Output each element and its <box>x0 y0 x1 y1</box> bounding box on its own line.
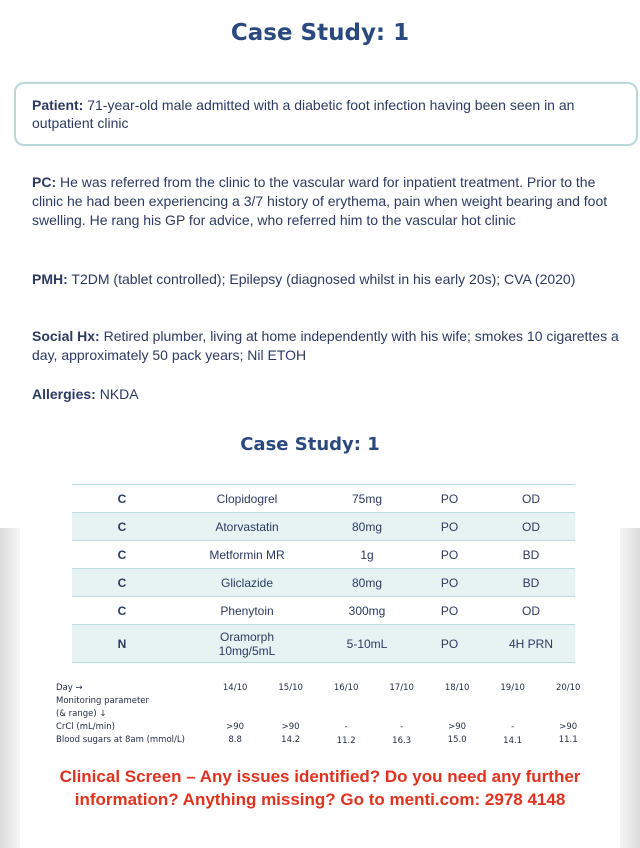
day-cell: 14/10 <box>222 682 248 693</box>
patient-summary-box <box>14 82 638 146</box>
crcl-value: >90 <box>226 721 245 732</box>
allergies-label: Allergies: <box>32 386 96 402</box>
med-dose: 80mg <box>322 513 412 541</box>
pc-section <box>32 173 622 230</box>
day-cell: 15/10 <box>278 682 303 693</box>
day-cell: 19/10 <box>500 682 525 693</box>
med-route: PO <box>412 513 487 541</box>
patient-label: Patient: <box>32 97 84 113</box>
med-frequency: OD <box>487 597 575 625</box>
crcl-row <box>56 720 596 733</box>
blood-sugar-label: Blood sugars at 8am (mmol/L) <box>56 734 185 745</box>
slide2-title: Case Study: 1 <box>240 434 380 455</box>
med-drug: Phenytoin <box>172 597 322 625</box>
crcl-value: - <box>344 721 348 732</box>
med-frequency: 4H PRN <box>487 625 575 663</box>
range-label: (& range) ↓ <box>56 708 107 719</box>
med-drug-cell <box>172 625 322 663</box>
day-cell: 17/10 <box>389 682 414 693</box>
blood-sugar-value: 15.0 <box>447 734 467 745</box>
med-code: C <box>72 541 172 569</box>
medication-row <box>72 513 575 541</box>
med-dose: 80mg <box>322 569 412 597</box>
blood-sugar-row <box>56 733 596 746</box>
blood-sugar-value: 14.1 <box>503 736 523 746</box>
med-frequency: BD <box>487 569 575 597</box>
slide2 <box>20 420 620 848</box>
blood-sugar-value: 8.8 <box>228 734 242 745</box>
med-route: PO <box>412 597 487 625</box>
allergies-section <box>32 385 622 404</box>
social-section <box>32 327 622 365</box>
med-drug: Oramorph <box>219 629 275 644</box>
pc-text: He was referred from the clinic to the vascular ward for inpatient treatment. Prior to the clinic he had been experiencing a 3/7 history of erythema, pain when weight bearing and foot swelling. He rang his GP for advice, who referred him to the vascular hot clinic <box>32 174 608 228</box>
day-cell: 18/10 <box>444 682 470 693</box>
pmh-label: PMH: <box>32 271 68 287</box>
med-drug: Gliclazide <box>172 569 322 597</box>
param-label: Monitoring parameter <box>56 695 150 706</box>
med-dose: 1g <box>322 541 412 569</box>
blood-sugar-value: 11.2 <box>336 736 356 746</box>
crcl-value: - <box>400 721 404 732</box>
med-code: C <box>72 597 172 625</box>
medication-row <box>72 625 575 663</box>
med-drug: Metformin MR <box>172 541 322 569</box>
med-dose: 75mg <box>322 485 412 513</box>
med-route: PO <box>412 569 487 597</box>
blood-sugar-value: 14.2 <box>281 734 301 745</box>
med-dose: 5-10mL <box>322 625 412 663</box>
med-drug-strength: 10mg/5mL <box>218 643 276 658</box>
social-label: Social Hx: <box>32 328 100 344</box>
med-dose: 300mg <box>322 597 412 625</box>
crcl-value: - <box>511 721 515 732</box>
clinical-screen-prompt: Clinical Screen – Any issues identified? Do you need any further information? Anything missing? Go to menti.com: 2978 4148 <box>59 767 581 809</box>
day-cell: 20/10 <box>555 682 581 693</box>
med-drug: Clopidogrel <box>172 485 322 513</box>
medication-row <box>72 569 575 597</box>
med-route: PO <box>412 541 487 569</box>
medication-row <box>72 485 575 513</box>
monitoring-range-row <box>56 707 596 720</box>
pc-label: PC: <box>32 174 57 190</box>
med-code: N <box>72 625 172 663</box>
crcl-value: >90 <box>448 721 467 732</box>
pmh-section <box>32 270 622 289</box>
day-label: Day → <box>56 682 83 693</box>
crcl-value: >90 <box>559 721 578 732</box>
med-code: C <box>72 569 172 597</box>
med-route: PO <box>412 625 487 663</box>
patient-text: 71-year-old male admitted with a diabetic foot infection having been seen in an outpatient clinic <box>32 97 575 131</box>
blood-sugar-value: 11.1 <box>558 734 578 745</box>
medication-table <box>72 484 575 663</box>
med-frequency: OD <box>487 485 575 513</box>
blood-sugar-value: 16.3 <box>392 736 412 746</box>
medication-row <box>72 597 575 625</box>
pmh-text: T2DM (tablet controlled); Epilepsy (diagnosed whilst in his early 20s); CVA (2020) <box>67 271 576 287</box>
med-code: C <box>72 513 172 541</box>
monitoring-table <box>56 681 596 746</box>
med-route: PO <box>412 485 487 513</box>
med-frequency: OD <box>487 513 575 541</box>
crcl-label: CrCl (mL/min) <box>56 721 115 732</box>
monitoring-header-row <box>56 681 596 694</box>
medication-row <box>72 541 575 569</box>
med-drug: Atorvastatin <box>172 513 322 541</box>
med-frequency: BD <box>487 541 575 569</box>
crcl-value: >90 <box>281 721 300 732</box>
allergies-text: NKDA <box>95 386 139 402</box>
day-cell: 16/10 <box>333 682 359 693</box>
monitoring-param-row <box>56 694 596 707</box>
social-text: Retired plumber, living at home independently with his wife; smokes 10 cigarettes a day, approximately 50 pack years; Nil ETOH <box>32 328 619 363</box>
med-code: C <box>72 485 172 513</box>
slide1-title: Case Study: 1 <box>230 20 410 46</box>
